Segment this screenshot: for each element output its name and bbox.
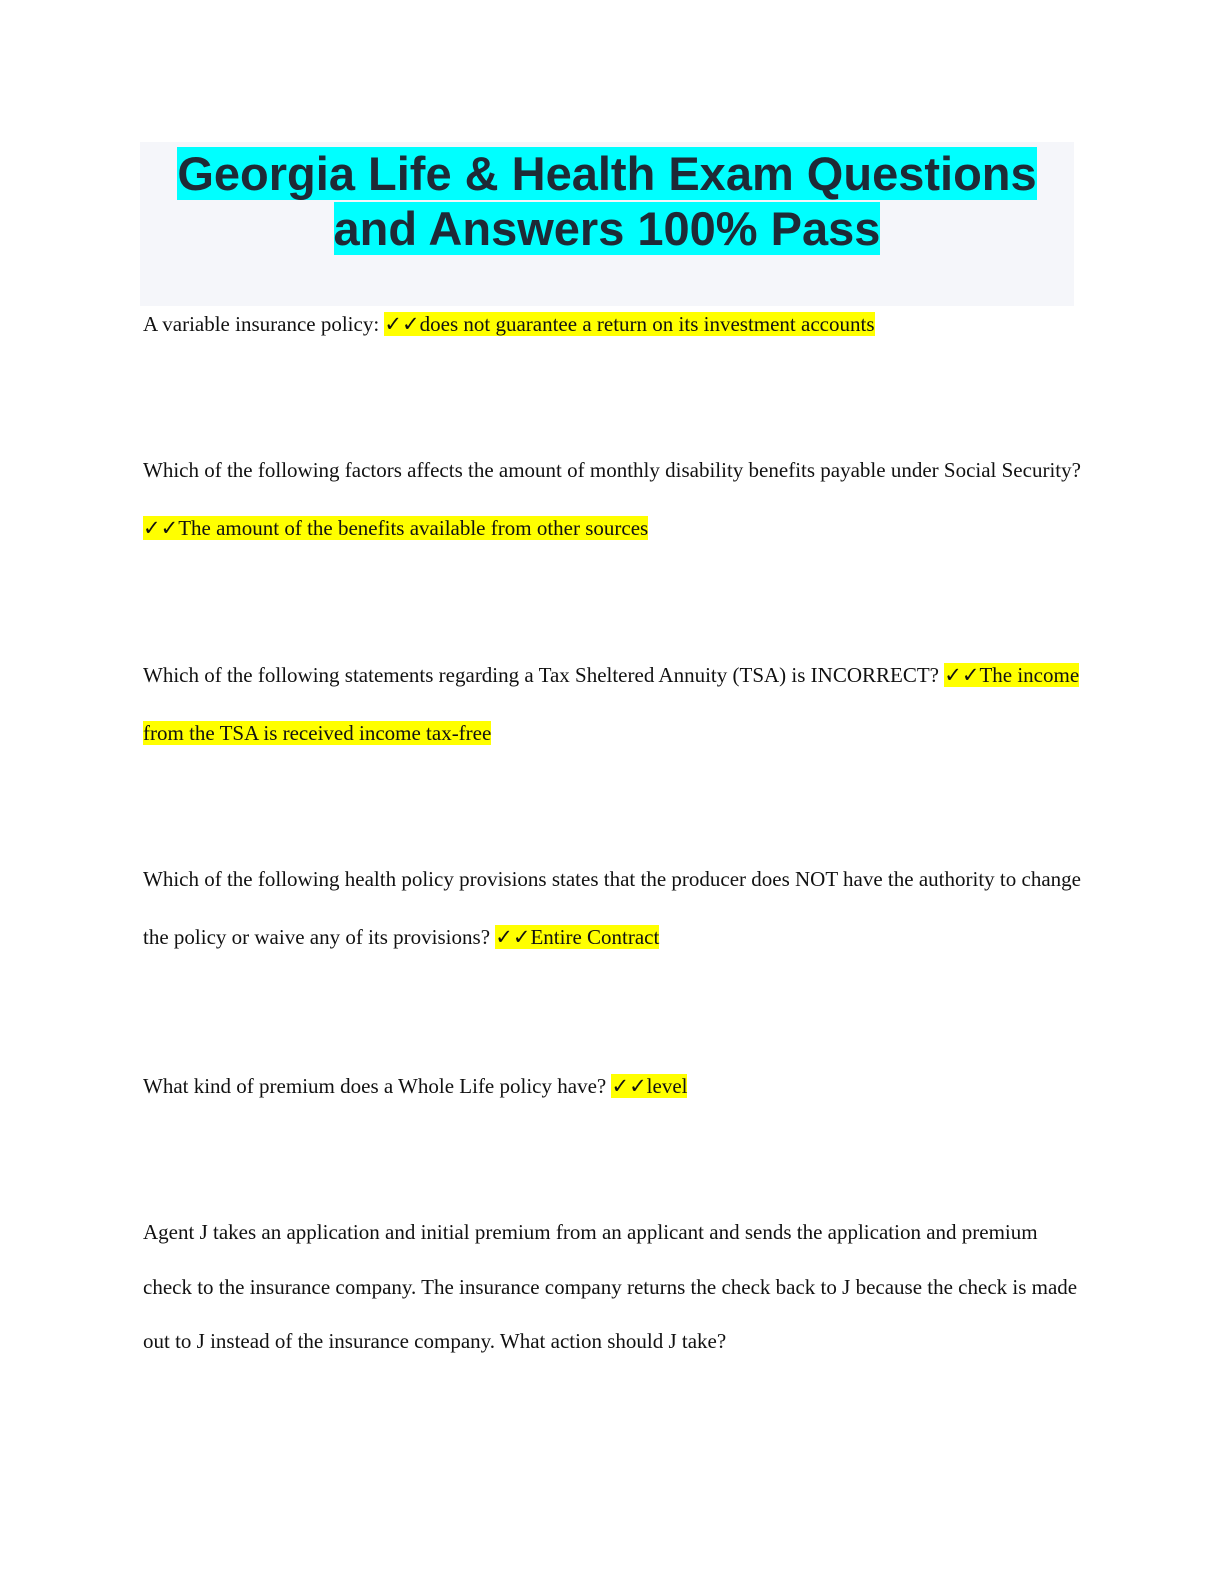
title-line-1: Georgia Life & Health Exam Questions: [177, 147, 1037, 200]
document-title: [140, 142, 1074, 256]
double-check-icon: ✓✓: [143, 516, 179, 540]
answer-text: The income from the TSA is received income tax-free: [143, 663, 1080, 745]
qa-item-5: [143, 1057, 1083, 1115]
double-check-icon: ✓✓: [384, 312, 420, 336]
qa-item-4: [143, 850, 1083, 966]
question-text: Which of the following statements regarding a Tax Sheltered Annuity (TSA) is INCORRECT?: [143, 663, 945, 687]
question-text: What kind of premium does a Whole Life policy have?: [143, 1074, 612, 1098]
title-line-2: and Answers 100% Pass: [333, 202, 881, 255]
double-check-icon: ✓✓: [944, 663, 980, 687]
question-text: Which of the following factors affects the amount of monthly disability benefits payable under Social Security?: [143, 458, 1081, 482]
answer-highlight: [611, 1074, 687, 1098]
answer-highlight: [384, 312, 874, 336]
answer-highlight: [143, 516, 648, 540]
qa-item-3: [143, 646, 1083, 762]
question-text: Agent J takes an application and initial premium from an applicant and sends the application and premium check to the insurance company. The insurance company returns the check back to J because the check is made out to J instead of the insurance company. What action should J take?: [143, 1220, 1078, 1353]
answer-highlight: [495, 925, 659, 949]
qa-item-6: [143, 1205, 1083, 1369]
answer-text: Entire Contract: [530, 925, 660, 949]
answer-text: does not guarantee a return on its investment accounts: [419, 312, 875, 336]
qa-item-1: [143, 295, 1083, 353]
qa-item-2: [143, 441, 1083, 557]
question-text: Which of the following health policy provisions states that the producer does NOT have the authority to change the policy or waive any of its provisions?: [143, 867, 1081, 949]
answer-text: The amount of the benefits available from other sources: [178, 516, 649, 540]
double-check-icon: ✓✓: [611, 1074, 647, 1098]
question-text: A variable insurance policy:: [143, 312, 385, 336]
answer-text: level: [646, 1074, 688, 1098]
title-banner: [140, 142, 1074, 306]
double-check-icon: ✓✓: [495, 925, 531, 949]
